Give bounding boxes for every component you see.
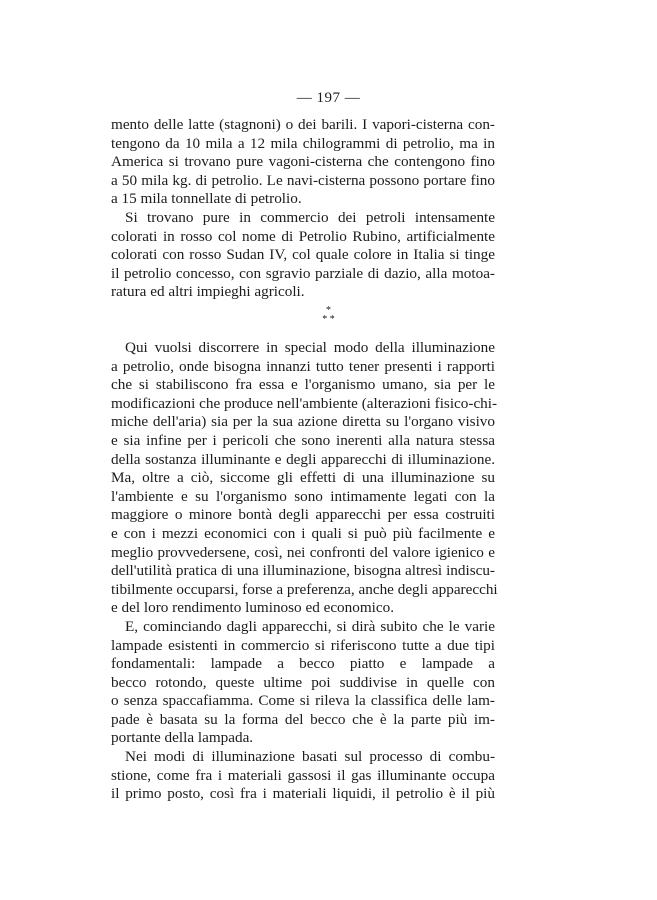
- text-line: e con i mezzi economici con i quali si può più facilmente e: [111, 524, 495, 542]
- text-line: stione, come fra i materiali gassosi il gas illuminante occupa: [111, 766, 495, 784]
- text-line: America si trovano pure vagoni-cisterna che contengono fino: [111, 153, 495, 171]
- text-line: ratura ed altri impieghi agricoli.: [111, 283, 305, 301]
- paragraph: [111, 209, 495, 302]
- text-line: becco rotondo, queste ultime poi suddivise in quelle con: [111, 673, 495, 691]
- paragraph: [111, 339, 498, 618]
- text-line: che si stabiliscono fra essa e l'organismo umano, sia per le: [111, 376, 495, 394]
- text-line: a 50 mila kg. di petrolio. Le navi-cisterna possono portare fino: [111, 171, 495, 189]
- separator-star: *: [326, 305, 331, 316]
- text-block-lower: [111, 339, 498, 804]
- text-line: a petrolio, onde bisogna innanzi tutto tener presenti i rapporti: [111, 357, 495, 375]
- section-separator: [0, 306, 657, 324]
- separator-stars: * *: [322, 314, 335, 325]
- text-line: E, cominciando dagli apparecchi, si dirà subito che le varie: [125, 617, 495, 635]
- text-line: maggiore o minore bontà degli apparecchi per essa costruiti: [111, 506, 495, 524]
- text-line: colorati in rosso col nome di Petrolio Rubino, artificialmente: [111, 227, 495, 245]
- text-line: e del loro rendimento luminoso ed economico.: [111, 599, 395, 617]
- text-line: l'ambiente e su l'organismo sono intimamente legati con la: [111, 487, 495, 505]
- text-line: fondamentali: lampade a becco piatto e lampade a: [111, 655, 495, 673]
- text-line: Qui vuolsi discorrere in special modo della illuminazione: [125, 339, 495, 356]
- text-line: il petrolio concesso, con sgravio parziale di dazio, alla motoa-: [111, 264, 495, 282]
- text-line: miche dell'aria) sia per la sua azione diretta su l'organo visivo: [111, 413, 495, 431]
- paragraph: [111, 116, 495, 209]
- text-line: mento delle latte (stagnoni) o dei barili. I vapori-cisterna con-: [111, 116, 495, 133]
- text-line: colorati con rosso Sudan IV, col quale colore in Italia si tinge: [111, 246, 495, 264]
- text-line: tengono da 10 mila a 12 mila chilogrammi di petrolio, ma in: [111, 134, 495, 152]
- text-line: Ma, oltre a ciò, siccome gli effetti di una illuminazione su: [111, 469, 495, 487]
- paragraph: [111, 748, 495, 804]
- text-line: portante della lampada.: [111, 729, 254, 747]
- text-line: della sostanza illuminante e degli apparecchi di illuminazione.: [111, 450, 495, 468]
- text-line: modificazioni che produce nell'ambiente (alterazioni fisico-chi-: [111, 394, 498, 412]
- text-line: Nei modi di illuminazione basati sul processo di combu-: [125, 748, 495, 766]
- text-block-upper: [111, 116, 495, 302]
- text-line: a 15 mila tonnellate di petrolio.: [111, 190, 302, 208]
- text-line: pade è basata su la forma del becco che è la parte più im-: [111, 710, 495, 728]
- text-line: o senza spaccafiamma. Come si rileva la classifica delle lam-: [111, 692, 495, 710]
- text-line: tibilmente occuparsi, forse a preferenza, anche degli apparecchi: [111, 580, 498, 598]
- paragraph: [111, 618, 495, 748]
- page-number: — 197 —: [296, 90, 361, 106]
- text-line: e sia infine per i pericoli che sono inerenti alla natura stessa: [111, 431, 495, 449]
- text-line: Si trovano pure in commercio dei petroli intensamente: [125, 208, 495, 226]
- text-line: lampade esistenti in commercio si riferiscono tutte a due tipi: [111, 636, 495, 654]
- text-line: dell'utilità pratica di una illuminazione, bisogna altresì indiscu-: [111, 562, 495, 580]
- text-line: il primo posto, così fra i materiali liquidi, il petrolio è il più: [111, 785, 495, 803]
- text-line: meglio provvedersene, così, nei confronti del valore igienico e: [111, 543, 495, 561]
